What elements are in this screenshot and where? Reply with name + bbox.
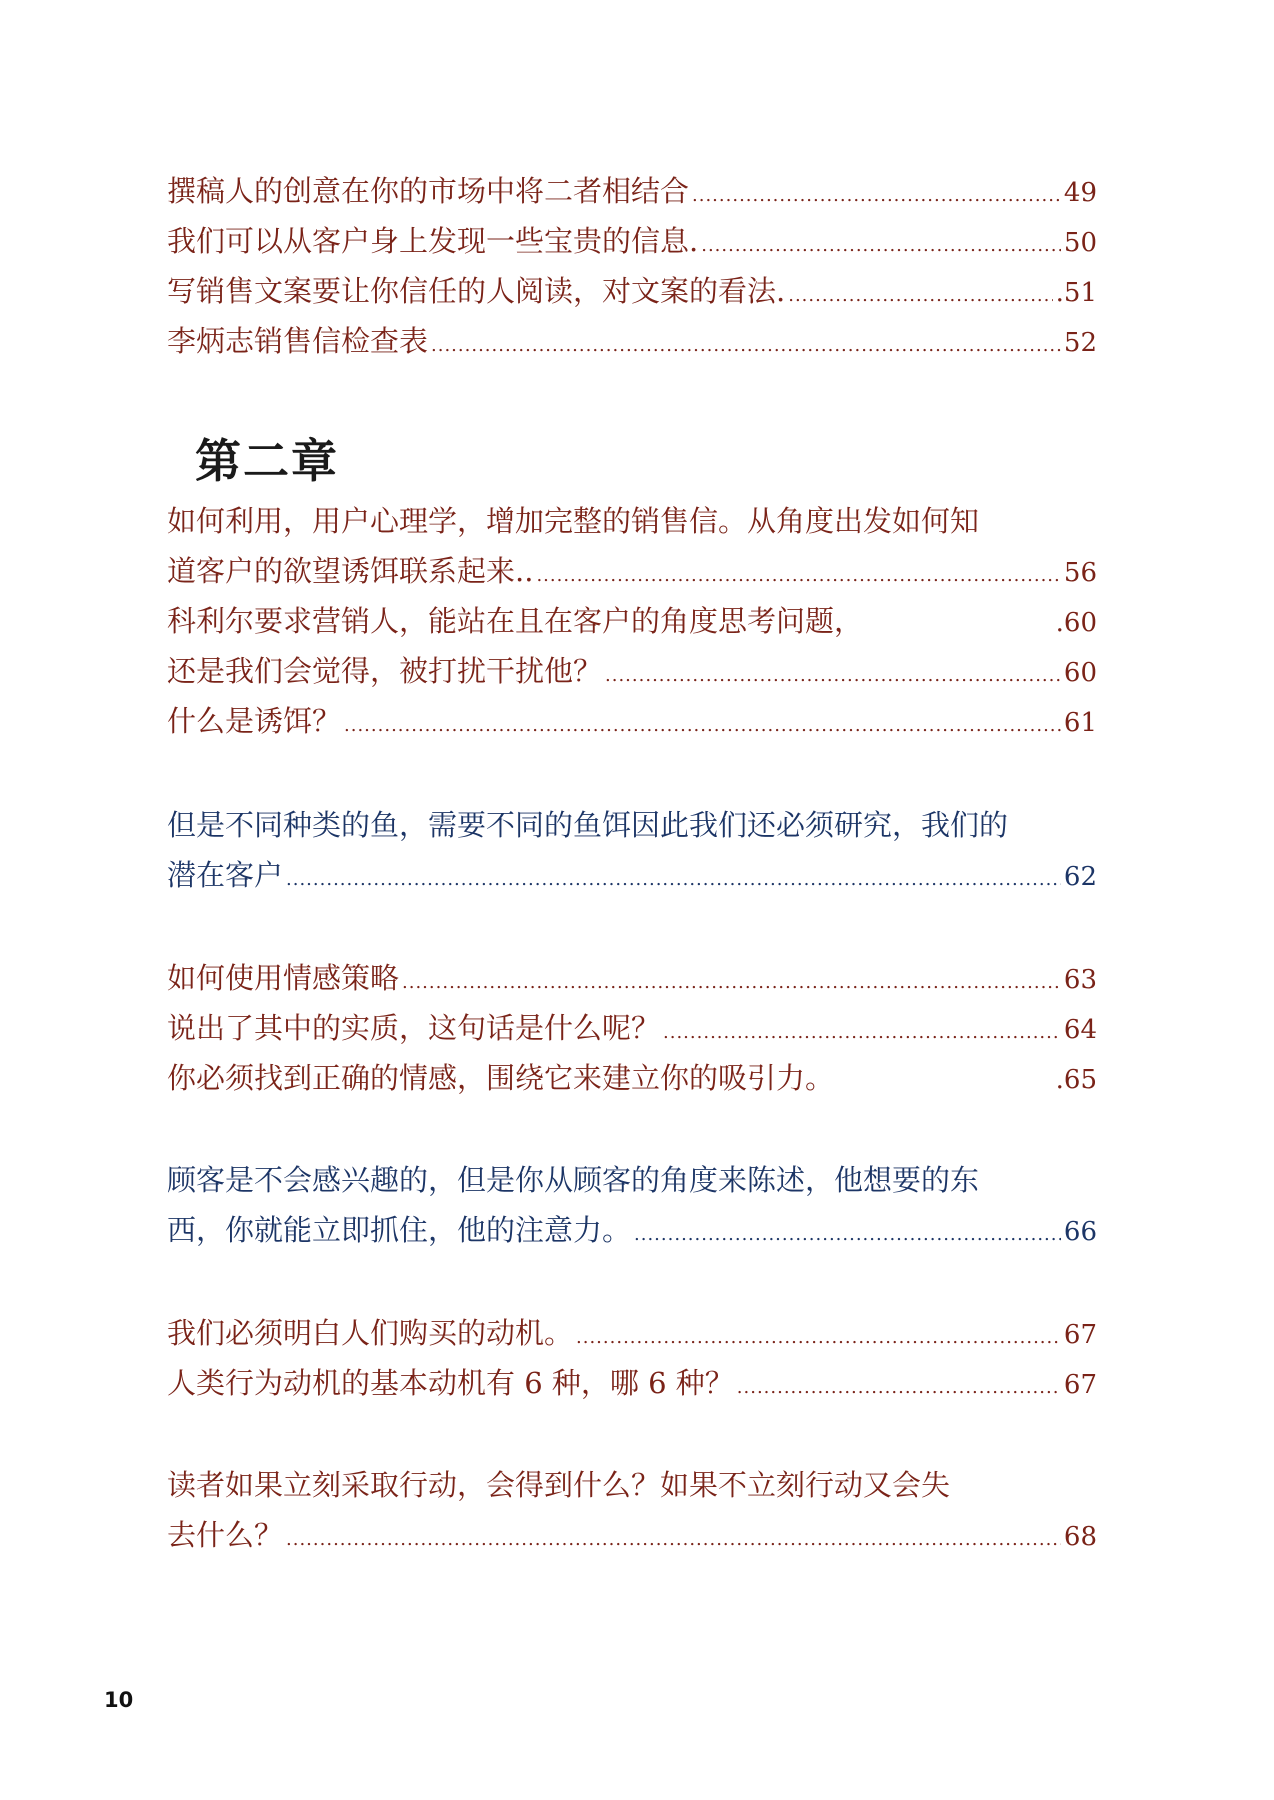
toc-entry-title: 我们可以从客户身上发现一些宝贵的信息. [167, 224, 699, 258]
toc-entry-title: 李炳志销售信检查表 [167, 324, 429, 358]
toc-entry-title: 我们必须明白人们购买的动机。 [167, 1316, 574, 1350]
toc-entry-page: 67 [1063, 1370, 1097, 1400]
toc-entry-title: 说出了其中的实质，这句话是什么呢？ [167, 1011, 661, 1045]
dot-leader [402, 958, 1061, 1008]
toc-entry-page: 61 [1063, 708, 1097, 738]
toc-entry-title: 写销售文案要让你信任的人阅读，对文案的看法. [167, 274, 786, 308]
toc-group-4 [167, 1155, 1097, 1255]
toc-entry [167, 316, 1097, 366]
dot-leader [536, 551, 1060, 601]
toc-entry [167, 1308, 1097, 1358]
toc-entry-title: 潜在客户 [167, 858, 284, 892]
dot-leader [737, 1363, 1061, 1413]
toc-group-3 [167, 953, 1097, 1103]
toc-entry-page: 56 [1063, 558, 1097, 588]
toc-entry [167, 1053, 1097, 1103]
dot-leader [576, 1313, 1061, 1363]
dot-leader [286, 855, 1061, 905]
toc-entry [167, 953, 1097, 1003]
toc-entry [167, 696, 1097, 746]
dot-leader [788, 271, 1052, 321]
toc-entry [167, 1510, 1097, 1560]
toc-entry-title: 如何使用情感策略 [167, 961, 400, 995]
toc-section-top [167, 166, 1097, 366]
toc-entry-title: 道客户的欲望诱饵联系起来.. [167, 554, 534, 588]
toc-entry-line1: 读者如果立刻采取行动，会得到什么？如果不立刻行动又会失 [167, 1468, 951, 1502]
toc-entry [167, 646, 1097, 696]
toc-entry [167, 546, 1097, 596]
toc-entry-page: 64 [1063, 1015, 1097, 1045]
toc-entry [167, 850, 1097, 900]
dot-leader [663, 1008, 1061, 1058]
toc-entry [167, 166, 1097, 216]
toc-group-5 [167, 1308, 1097, 1408]
toc-group-2 [167, 800, 1097, 900]
page-number: 10 [104, 1688, 134, 1712]
toc-entry-page: 60 [1063, 658, 1097, 688]
toc-entry-page: 67 [1063, 1320, 1097, 1350]
dot-leader [634, 1210, 1061, 1260]
toc-entry-page: .51 [1055, 278, 1097, 308]
dot-leader [286, 1515, 1061, 1565]
toc-entry-title: 人类行为动机的基本动机有 6 种，哪 6 种？ [167, 1366, 734, 1400]
toc-group-6 [167, 1460, 1097, 1560]
toc-entry-title: 什么是诱饵？ [167, 704, 342, 738]
toc-entry [167, 596, 1097, 646]
toc-entry-title: 你必须找到正确的情感，围绕它来建立你的吸引力。 [167, 1061, 835, 1095]
toc-entry [167, 1358, 1097, 1408]
toc-entry-title: 撰稿人的创意在你的市场中将二者相结合 [167, 174, 690, 208]
dot-leader [701, 221, 1061, 271]
toc-entry-title: 还是我们会觉得，被打扰干扰他？ [167, 654, 603, 688]
toc-entry [167, 216, 1097, 266]
dot-leader [431, 321, 1061, 371]
dot-leader [344, 701, 1061, 751]
toc-entry-page: 49 [1063, 178, 1097, 208]
toc-entry-page: .65 [1055, 1065, 1097, 1095]
toc-entry-page: 52 [1063, 328, 1097, 358]
chapter-heading: 第二章 [195, 434, 339, 488]
toc-entry-title: 西，你就能立即抓住，他的注意力。 [167, 1213, 632, 1247]
toc-entry-title: 去什么？ [167, 1518, 284, 1552]
toc-entry-page: 66 [1063, 1217, 1097, 1247]
toc-entry [167, 1205, 1097, 1255]
toc-entry-page: .60 [1055, 608, 1097, 638]
toc-entry-title: 科利尔要求营销人，能站在且在客户的角度思考问题， [167, 604, 864, 638]
toc-entry [167, 1003, 1097, 1053]
toc-entry-line1: 顾客是不会感兴趣的，但是你从顾客的角度来陈述，他想要的东 [167, 1163, 980, 1197]
toc-entry-line1: 但是不同种类的鱼，需要不同的鱼饵因此我们还必须研究，我们的 [167, 808, 1009, 842]
toc-entry-page: 62 [1063, 862, 1097, 892]
toc-entry-page: 63 [1063, 965, 1097, 995]
toc-group-1 [167, 496, 1097, 746]
dot-leader [692, 171, 1061, 221]
dot-leader [605, 651, 1061, 701]
toc-entry-page: 50 [1063, 228, 1097, 258]
toc-entry-line1: 如何利用，用户心理学，增加完整的销售信。从角度出发如何知 [167, 504, 980, 538]
toc-entry [167, 266, 1097, 316]
toc-entry-page: 68 [1063, 1522, 1097, 1552]
